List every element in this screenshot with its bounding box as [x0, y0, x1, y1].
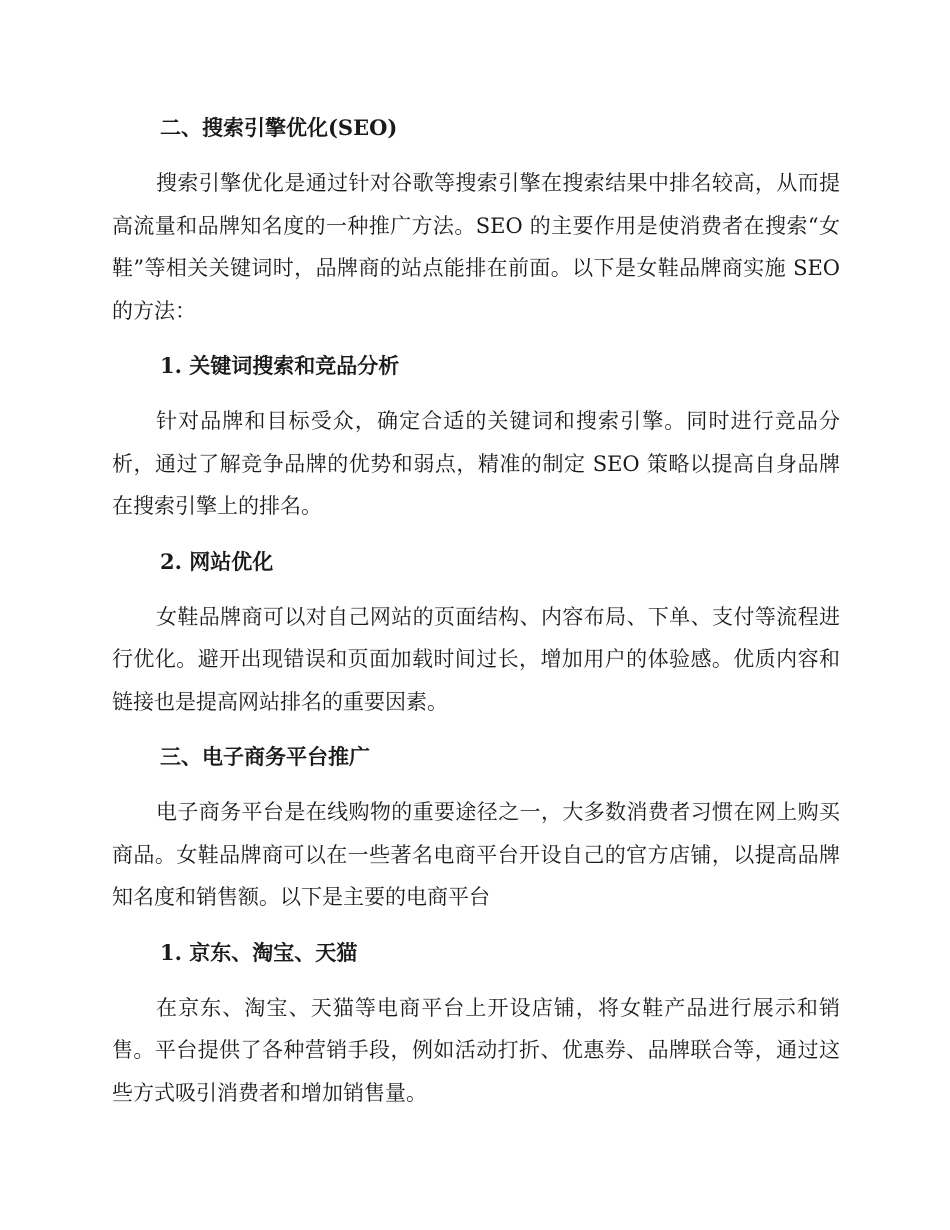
subheading-platforms: 1. 京东、淘宝、天猫 [160, 939, 358, 965]
paragraph-platforms: 在京东、淘宝、天猫等电商平台上开设店铺，将女鞋产品进行展示和销售。平台提供了各种营销手段，例如活动打折、优惠券、品牌联合等，通过这些方式吸引消费者和增加销售量。 [112, 995, 840, 1105]
paragraph-website-optimization: 女鞋品牌商可以对自己网站的页面结构、内容布局、下单、支付等流程进行优化。避开出现错误和页面加载时间过长，增加用户的体验感。优质内容和链接也是提高网站排名的重要因素。 [112, 604, 840, 714]
paragraph-ecommerce-intro: 电子商务平台是在线购物的重要途径之一，大多数消费者习惯在网上购买商品。女鞋品牌商可以在一些著名电商平台开设自己的官方店铺，以提高品牌知名度和销售额。以下是主要的电商平台 [112, 800, 840, 909]
section-heading-ecommerce: 三、电子商务平台推广 [160, 744, 370, 769]
section-heading-seo: 二、搜索引擎优化(SEO) [160, 115, 398, 140]
document-page [112, 108, 840, 1128]
paragraph-keyword-analysis: 针对品牌和目标受众，确定合适的关键词和搜索引擎。同时进行竞品分析，通过了解竞争品牌的优势和弱点，精准的制定 SEO 策略以提高自身品牌在搜索引擎上的排名。 [112, 409, 840, 518]
paragraph-seo-intro: 搜索引擎优化是通过针对谷歌等搜索引擎在搜索结果中排名较高，从而提高流量和品牌知名度的一种推广方法。SEO 的主要作用是使消费者在搜索“女鞋”等相关关键词时，品牌商的站点能排在前面。以下是女鞋品牌商实施 SEO 的方法： [112, 171, 840, 323]
subheading-website-optimization: 2. 网站优化 [160, 548, 274, 574]
subheading-keyword-analysis: 1. 关键词搜索和竞品分析 [160, 353, 400, 378]
